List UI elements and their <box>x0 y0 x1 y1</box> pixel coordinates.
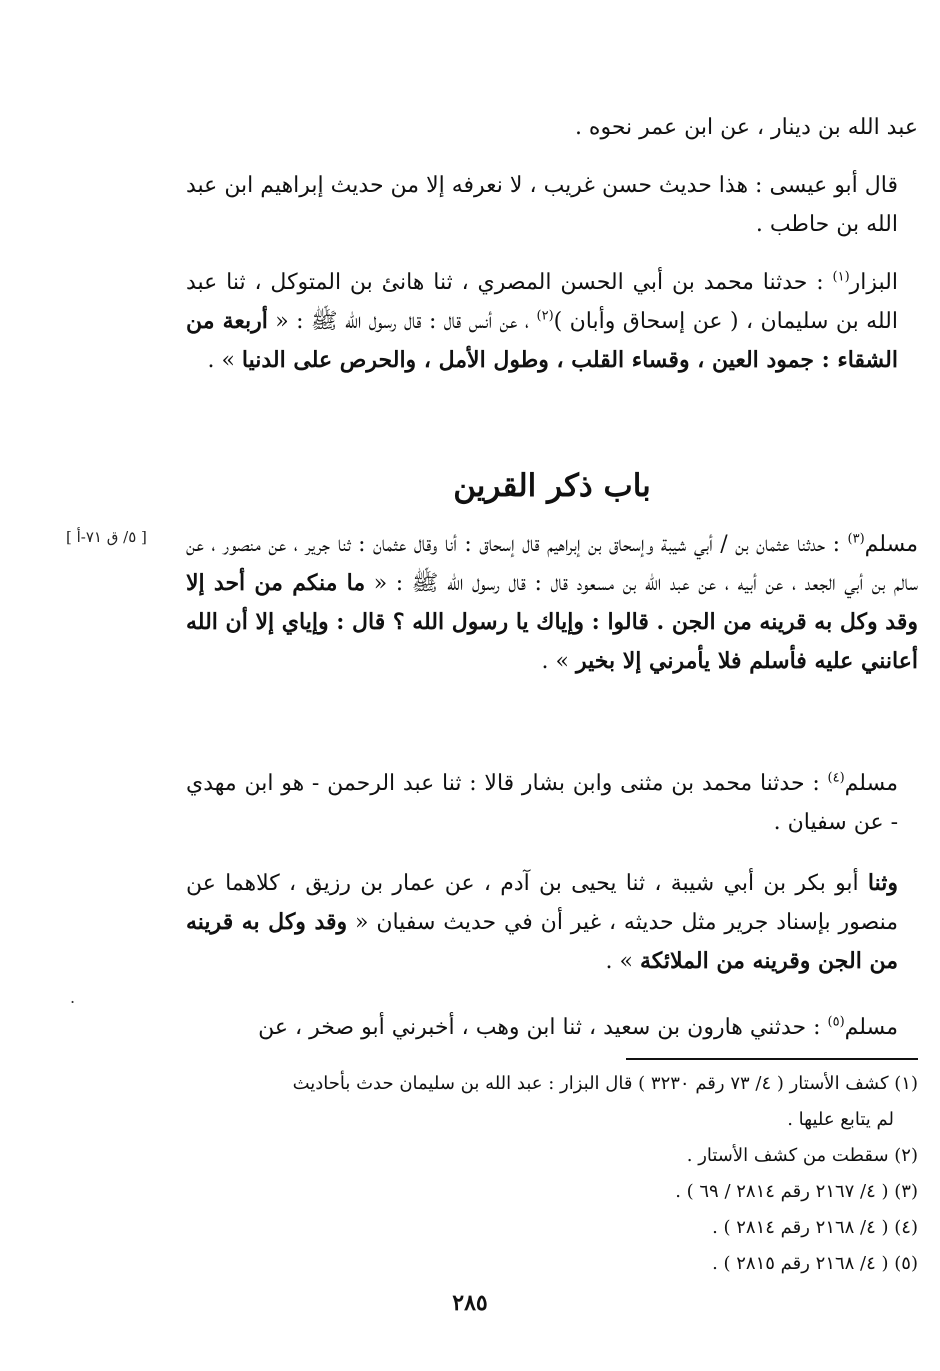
footnote-separator <box>626 1058 918 1060</box>
footnote-1-continued: لم يتابع عليها . <box>787 1109 894 1130</box>
paragraph-2 <box>186 166 918 244</box>
hadith-matn: أربعة من الشقاء : جمود العين ، وقساء القلب ، وطول الأمل ، والحرص على الدنيا <box>186 308 898 373</box>
footnote-ref-4: (٤) <box>827 770 845 786</box>
isnad-text-2: ، عن أنس قال : قال رسول الله ﷺ : « <box>267 309 537 334</box>
paragraph-muslim-3-text <box>186 1008 898 1047</box>
footnote-3: (٣) ( ٤/ ٢١٦٧ رقم ٢٨١٤ / ٦٩ ) . <box>675 1181 918 1202</box>
isnad-text: أبو بكر بن أبي شيبة ، ثنا يحيى بن آدم ، عن عمار بن رزيق ، كلاهما عن منصور بإسناد جرير مثل حديثه ، غير أن في حديث سفيان « <box>186 871 898 935</box>
footnote-5: (٥) ( ٤/ ٢١٦٨ رقم ٢٨١٥ ) . <box>712 1253 918 1274</box>
paragraph-muslim-1-text <box>186 525 918 681</box>
paragraph-muslim-2-text <box>186 764 898 842</box>
margin-dot: . <box>70 988 76 1007</box>
closing-quote: » . <box>605 949 640 974</box>
paragraph-muslim-1 <box>186 525 918 681</box>
footnote-4: (٤) ( ٤/ ٢١٦٨ رقم ٢٨١٤ ) . <box>712 1217 918 1238</box>
footnotes <box>186 1066 918 1282</box>
hadith-matn: وقد وكل به قرينه من الجن وقرينه من الملائكة <box>186 909 898 974</box>
source-name: مسلم <box>844 771 898 796</box>
hadith-matn: ما منكم من أحد إلا وقد وكل به قرينه من الجن . قالوا : وإياك يا رسول الله ؟ قال : وإياي إلا أن الله أعانني عليه فأسلم فلا يأمرني إلا بخير <box>185 570 918 674</box>
lead-word: وثنا <box>867 870 899 896</box>
paragraph-1-text: عبد الله بن دينار ، عن ابن عمر نحوه . <box>574 115 918 140</box>
source-name: مسلم <box>864 532 918 557</box>
footnote-1: (١) كشف الأستار ( ٤/ ٧٣ رقم ٣٢٣٠ ) قال البزار : عبد الله بن سليمان حدث بأحاديث <box>292 1073 918 1094</box>
footnote-ref-5: (٥) <box>827 1014 845 1030</box>
closing-quote: » . <box>207 348 242 373</box>
isnad-text: : حدثنا عثمان بن / أبي شيبة وإسحاق بن إبراهيم قال إسحاق : أنا وقال عثمان : ثنا جرير ، عن منصور ، عن سالم بن أبي الجعد ، عن أبيه ، عن عبد الله بن مسعود قال : قال رسول الله ﷺ : « <box>186 532 918 596</box>
paragraph-muslim-3 <box>186 1008 918 1047</box>
closing-quote: » . <box>541 649 576 674</box>
footnote-ref-1: (١) <box>832 269 850 285</box>
paragraph-wathna-text <box>186 864 898 981</box>
page-number: ٢٨٥ <box>452 1290 488 1316</box>
paragraph-bazzar-text <box>186 263 898 380</box>
paragraph-muslim-2 <box>186 764 918 842</box>
source-name: مسلم <box>844 1015 898 1040</box>
chapter-heading: باب ذكر القرين <box>453 468 651 504</box>
footnote-2: (٢) سقطت من كشف الأستار . <box>686 1145 918 1166</box>
paragraph-2-text: قال أبو عيسى : هذا حديث حسن غريب ، لا نعرفه إلا من حديث إبراهيم ابن عبد الله بن حاطب . <box>186 173 898 237</box>
paragraph-bazzar <box>186 263 918 380</box>
footnote-ref-2: (٢) <box>536 308 554 324</box>
manuscript-margin-note: [ ٥/ ق ٧١-أ ] <box>66 528 147 546</box>
isnad-text: : حدثنا محمد بن مثنى وابن بشار قالا : ثنا عبد الرحمن - هو ابن مهدي - عن سفيان . <box>186 771 898 835</box>
footnote-ref-3: (٣) <box>847 531 865 547</box>
source-name: البزار <box>849 270 898 295</box>
isnad-text: : حدثني هارون بن سعيد ، ثنا ابن وهب ، أخبرني أبو صخر ، عن <box>258 1015 828 1040</box>
paragraph-1 <box>186 108 918 147</box>
paragraph-wathna <box>186 864 918 981</box>
isnad-text: : حدثنا محمد بن أبي الحسن المصري ، ثنا هانئ بن المتوكل ، ثنا عبد الله بن سليمان ، ( عن إسحاق وأبان ) <box>186 270 898 334</box>
